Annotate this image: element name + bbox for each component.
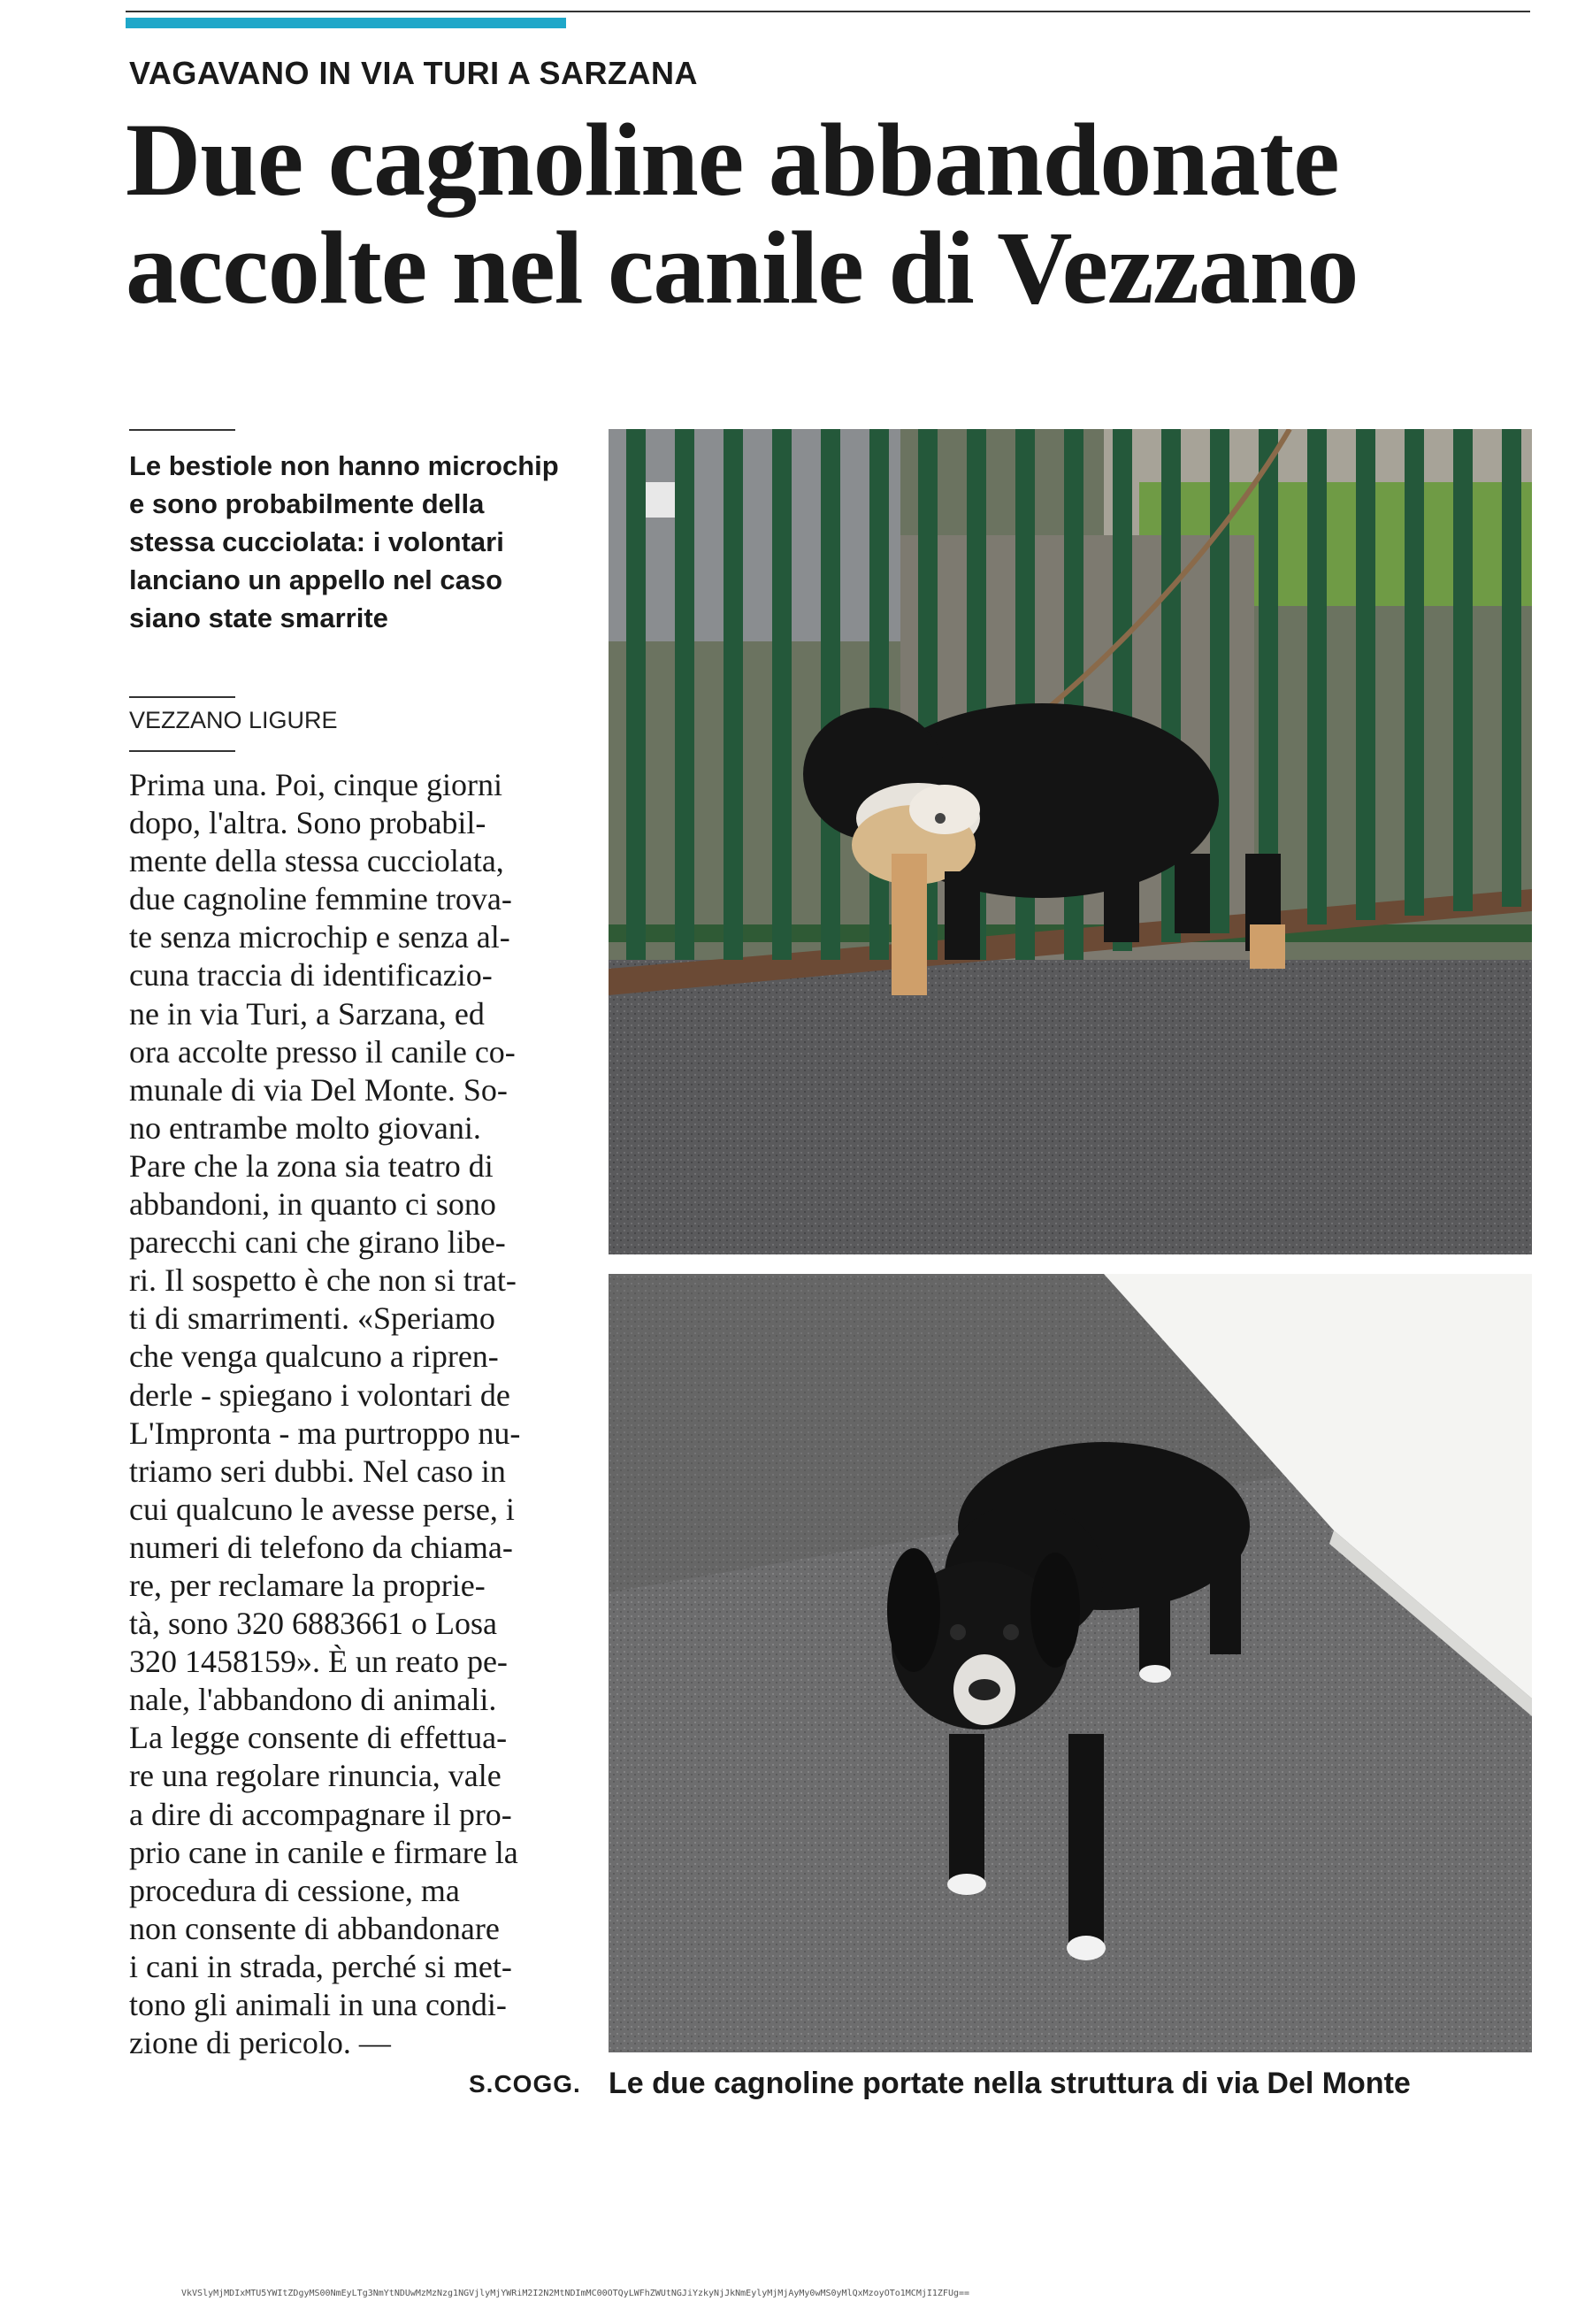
byline: S.COGG. xyxy=(469,2070,581,2098)
body-line: 320 1458159». È un reato pe- xyxy=(129,1644,508,1680)
photo-black-puppy xyxy=(609,1274,1532,2052)
summary-line: Le bestiole non hanno microchip xyxy=(129,450,559,481)
body-line: no entrambe molto giovani. xyxy=(129,1109,481,1146)
body-line: dopo, l'altra. Sono probabil- xyxy=(129,805,486,841)
body-line: ri. Il sospetto è che non si trat- xyxy=(129,1262,517,1299)
headline-line-2: accolte nel canile di Vezzano xyxy=(126,210,1359,326)
body-line: due cagnoline femmine trova- xyxy=(129,881,512,917)
body-line: i cani in strada, perché si met- xyxy=(129,1948,512,1984)
body-line: parecchi cani che girano libe- xyxy=(129,1224,506,1261)
kicker: VAGAVANO IN VIA TURI A SARZANA xyxy=(129,55,698,91)
body-line: zione di pericolo. — xyxy=(129,2025,391,2061)
black-puppy-illustration xyxy=(609,1274,1532,2052)
body-line: derle - spiegano i volontari de xyxy=(129,1377,510,1413)
article-body xyxy=(129,766,566,2062)
body-line: te senza microchip e senza al- xyxy=(129,919,510,955)
body-line: munale di via Del Monte. So- xyxy=(129,1071,508,1108)
photo-caption: Le due cagnoline portate nella struttura di via Del Monte xyxy=(609,2067,1411,2100)
body-line: non consente di abbandonare xyxy=(129,1910,500,1946)
body-line: prio cane in canile e firmare la xyxy=(129,1834,518,1870)
body-line: Prima una. Poi, cinque giorni xyxy=(129,767,502,802)
body-line: ti di smarrimenti. «Speriamo xyxy=(129,1300,495,1337)
body-line: che venga qualcuno a ripren- xyxy=(129,1338,499,1375)
body-line: L'Impronta - ma purtroppo nu- xyxy=(129,1415,521,1451)
body-line: tono gli animali in una condi- xyxy=(129,1987,507,2022)
headline-line-1: Due cagnoline abbandonate xyxy=(126,102,1339,218)
headline xyxy=(126,102,1558,326)
body-line: numeri di telefono da chiama- xyxy=(129,1529,513,1565)
section-accent-bar xyxy=(126,18,566,28)
dog-at-gate-illustration xyxy=(609,429,1532,1254)
summary xyxy=(129,447,571,637)
dateline-rule-top xyxy=(129,696,235,698)
top-rule xyxy=(126,11,1530,12)
body-line: tà, sono 320 6883661 o Losa xyxy=(129,1606,497,1642)
summary-line: stessa cucciolata: i volontari xyxy=(129,526,504,557)
dateline: VEZZANO LIGURE xyxy=(129,707,338,733)
body-line: Pare che la zona sia teatro di xyxy=(129,1147,494,1184)
body-line: a dire di accompagnare il pro- xyxy=(129,1796,512,1832)
summary-line: e sono probabilmente della xyxy=(129,488,485,519)
body-line: cui qualcuno le avesse perse, i xyxy=(129,1491,515,1527)
body-line: ne in via Turi, a Sarzana, ed xyxy=(129,995,485,1032)
body-line: cuna traccia di identificazio- xyxy=(129,957,493,993)
body-line: procedura di cessione, ma xyxy=(129,1872,460,1908)
body-line: nale, l'abbandono di animali. xyxy=(129,1682,497,1718)
body-line: La legge consente di effettua- xyxy=(129,1720,508,1756)
body-line: abbandoni, in quanto ci sono xyxy=(129,1186,496,1223)
dateline-rule-bottom xyxy=(129,750,235,752)
footer-tracking-code: VkVSlyMjMDIxMTU5YWItZDgyMS00NmEyLTg3NmYtNDUwMzMzNzg1NGVjlyMjYWRiM2I2N2MtNDImMC00OTQyLWFhZWUtNGJiYzkyNjJkNmEylyMjMjAyMy0wMS0yMlQxMzoyOTo1MCMjI1ZFUg== xyxy=(181,2289,970,2298)
summary-line: lanciano un appello nel caso xyxy=(129,564,503,595)
body-line: triamo seri dubbi. Nel caso in xyxy=(129,1453,506,1489)
summary-rule xyxy=(129,429,235,431)
photo-dog-at-gate xyxy=(609,429,1532,1254)
summary-line: siano state smarrite xyxy=(129,602,388,633)
body-line: mente della stessa cucciolata, xyxy=(129,843,504,879)
body-line: ora accolte presso il canile co- xyxy=(129,1033,516,1070)
body-line: re una regolare rinuncia, vale xyxy=(129,1758,502,1794)
body-line: re, per reclamare la proprie- xyxy=(129,1567,486,1603)
